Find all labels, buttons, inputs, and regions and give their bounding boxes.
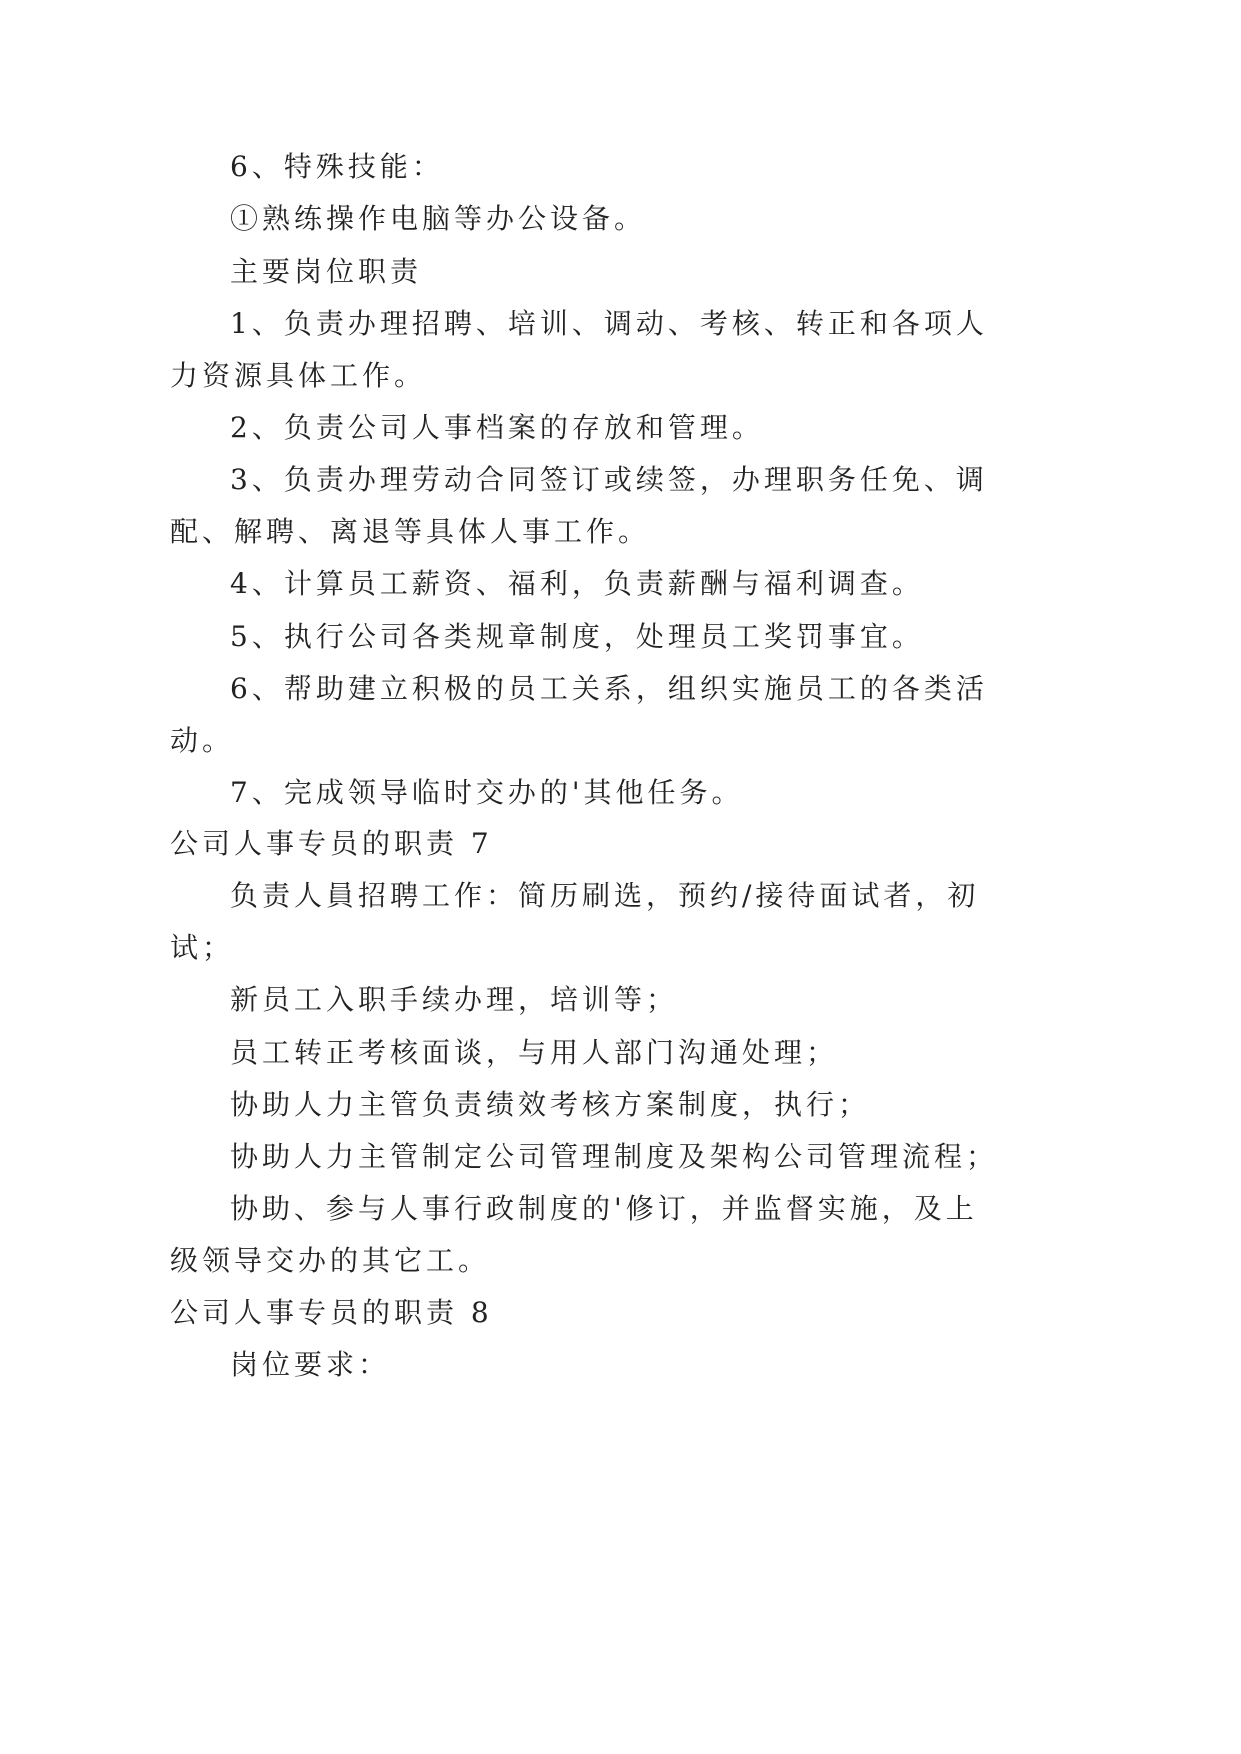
text-line: 负责人員招聘工作：简历刷选，预约/接待面试者，初 <box>230 879 980 912</box>
text-line: 7、完成领导临时交办的'其他任务。 <box>230 776 744 809</box>
text-line: 主要岗位职责 <box>230 255 423 288</box>
text-line: 协助人力主管制定公司管理制度及架构公司管理流程； <box>230 1140 999 1173</box>
text-line: 1、负责办理招聘、培训、调动、考核、转正和各项人 <box>230 307 988 340</box>
text-line: 级领导交办的其它工。 <box>170 1244 491 1277</box>
section-heading: 公司人事专员的职责 7 <box>170 827 493 860</box>
text-line: 4、计算员工薪资、福利，负责薪酬与福利调查。 <box>230 567 924 600</box>
text-line: 2、负责公司人事档案的存放和管理。 <box>230 411 764 444</box>
text-line: 新员工入职手续办理，培训等； <box>230 983 679 1016</box>
text-line: 6、特殊技能： <box>230 150 444 183</box>
text-line: 协助人力主管负责绩效考核方案制度，执行； <box>230 1088 871 1121</box>
text-line: 动。 <box>170 724 235 757</box>
text-line: 协助、参与人事行政制度的'修订，并监督实施，及上 <box>230 1192 978 1225</box>
text-line: 配、解聘、离退等具体人事工作。 <box>170 515 651 548</box>
section-heading: 公司人事专员的职责 8 <box>170 1296 493 1329</box>
text-line: ①熟练操作电脑等办公设备。 <box>230 202 647 235</box>
text-line: 3、负责办理劳动合同签订或续签，办理职务任免、调 <box>230 463 988 496</box>
text-line: 岗位要求： <box>230 1348 391 1381</box>
text-line: 员工转正考核面谈，与用人部门沟通处理； <box>230 1036 839 1069</box>
text-line: 5、执行公司各类规章制度，处理员工奖罚事宜。 <box>230 620 924 653</box>
text-line: 6、帮助建立积极的员工关系，组织实施员工的各类活 <box>230 672 988 705</box>
text-line: 力资源具体工作。 <box>170 359 427 392</box>
text-line: 试； <box>170 931 235 964</box>
